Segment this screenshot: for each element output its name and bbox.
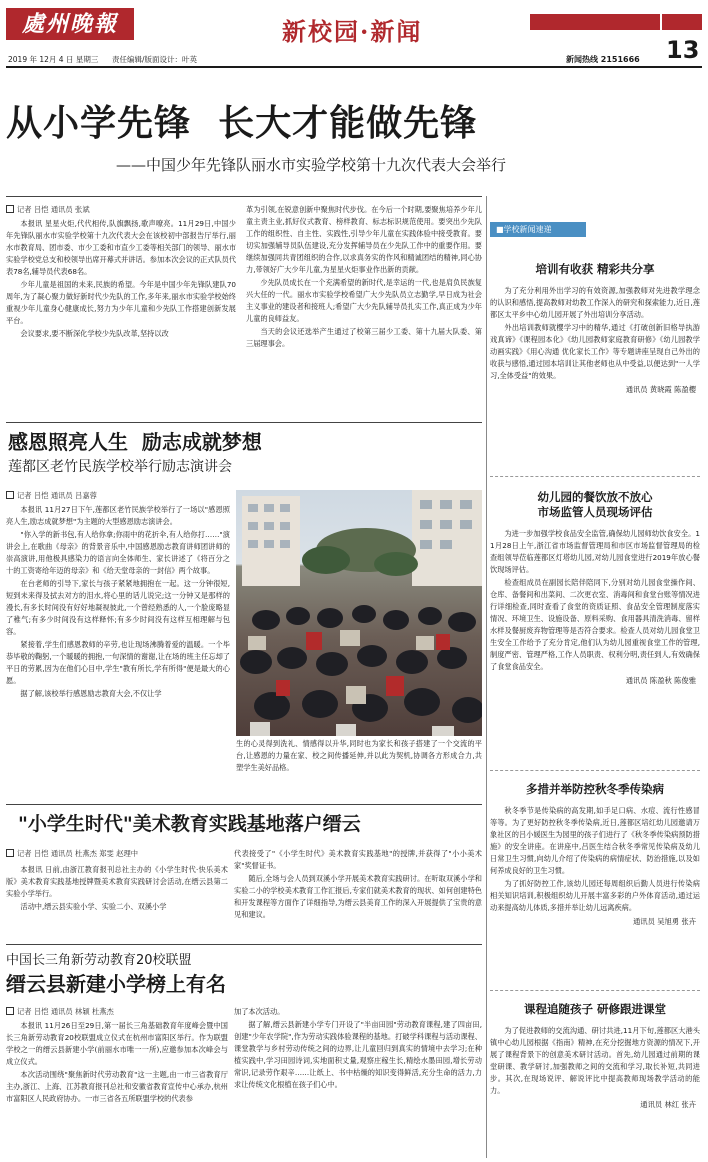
story3-col-1 (6, 864, 228, 914)
story3-headline: "小学生时代"美术教育实践基地落户缙云 (18, 813, 361, 835)
paragraph: 少先队员成长在一个充满希望的新时代,是幸运的一代,也是肩负民族复兴大任的一代。丽水市实验学校希望广大少先队员立志勤学,早日成为社会主义事业的建设者和接班人;希望广大少先队辅导员扎实工作,真正成为少年儿童的良师益友。 (246, 278, 482, 323)
sidebar-divider (486, 196, 487, 1158)
story-divider (6, 804, 482, 805)
story4-col-1 (6, 1020, 228, 1106)
story-divider (6, 944, 482, 945)
sidebar-item-title: 多措并举防控秋冬季传染病 (526, 782, 664, 796)
newspaper-logo: 處州晚報 (6, 8, 134, 40)
sidebar-separator (490, 476, 700, 477)
paragraph: 据了解,缙云县新建小学专门开设了"半亩田园"劳动教育课程,建了四亩田,创建"少年农学院",作为劳动实践体验课程的基地。打破学科课程与活动课程、课堂教学与乡村劳动传统之间的边界,让儿童回归到真实的情境中去学习;在种植实践中,学习田园诗词,实地面积丈量,观察庄稼生长,精绘水墨田园,增长劳动常识,记录劳作艰辛……让纸上、书中枯燥的知识变得鲜活,充分生命的活力,力求让传统文化根植在孩子们心中。 (234, 1020, 482, 1089)
paragraph: 据了解,该校举行感恩励志教育大会,不仅让学 (20, 689, 162, 698)
paragraph: 在台老师的引导下,家长与孩子紧紧地拥抱在一起。这一分钟很短,短到未来得及拭去对方的泪水,将心里的话儿说完;这一分钟又是那样的漫长,有多长时间没有好好地凝视彼此,一个曾经熟悉的人,一个脸庞略显了稚气;有多少时间没有这样释怀;有多少时间没有这样互相理解与包容。 (6, 579, 230, 636)
paragraph: 活动中,缙云县实验小学、实验二小、双溪小学 (20, 902, 167, 911)
caption-text: 生的心灵得到洗礼、情感得以升华,同时也为家长和孩子搭建了一个交流的平台,让感恩的力量在家、校之间传播延伸,并以此为契机,协调各方形成合力,共塑学生美好品格。 (236, 739, 482, 772)
paragraph: 随后,全场与会人员到双溪小学开展美术教育实践研讨。在听取双溪小学和实验二小的学校美术教育工作汇报后,专家们就美术教育的现状、如何创建特色和开发课程等方面作了详细指导,为缙云县美育工作的深入开展提供了宝贵的意见和建议。 (234, 874, 482, 919)
sidebar-item-title: 幼儿园的餐饮放不放心 市场监管人员现场评估 (537, 490, 653, 519)
story3-col-2 (234, 848, 482, 922)
masthead-divider (6, 66, 702, 68)
story2-byline: 记者 吕恺 通讯员 吕嘉蓉 (6, 490, 226, 502)
paragraph: 秋冬季节是传染病的高发期,如手足口病、水痘、流行性感冒等等。为了更好防控秋冬季传染病,近日,莲都区培红幼儿园邀请万象社区的吕小媛医生为园里的孩子们进行了《秋冬季传染病预防措施》的安全讲座。在讲座中,吕医生结合秋冬季常见传染病及幼儿日常卫生习惯,向幼儿介绍了传染病的病情症状、防治措施,以及如何养成良好的卫生习惯。 (490, 806, 700, 875)
sidebar-item-2 (490, 490, 700, 687)
story3-byline: 记者 吕恺 通讯员 杜燕杰 郑雯 赵理中 (6, 848, 234, 860)
paragraph: 革为引领,在锐意创新中聚焦时代步伐。在今后一个时期,要聚焦培养少年儿童主责主业,抓好仪式教育、榜样教育、标志标识规范使用。要突出少先队工作的组织性、自主性、实践性,引导少年儿童在实践体验中接受教育。要切实加强辅导员队伍建设,充分发挥辅导员在少先队工作中的重要作用。要继续加强同共青团组织的合作,以求真务实的作风和精诚团结的精神,同心协力,带领好广大少年儿童,为星星火炬事业作出新的贡献。 (246, 205, 482, 274)
sidebar-item-signature: 通讯员 林红 张卉 (640, 1100, 696, 1109)
paragraph: 本报讯 11月26日至29日,第一届长三角基础教育年度峰会暨中国长三角新劳动教育20校联盟成立仪式在杭州市富阳区举行。作为联盟学校之一的缙云县新建小学(前丽水市唯一一所),应邀参加本次峰会与成立仪式。 (6, 1021, 228, 1066)
story4-kicker: 中国长三角新劳动教育20校联盟 (6, 953, 192, 968)
sidebar-header: ■学校新闻速递 (490, 222, 586, 237)
paragraph: 代表接受了"《小学生时代》美术教育实践基地"的授牌,并获得了"小小美术家"奖督证书。 (234, 849, 482, 870)
sidebar-item-signature: 通讯员 黄晓霞 陈盈樱 (625, 385, 696, 394)
lead-col-2 (246, 204, 482, 351)
top-right-bar (662, 14, 702, 30)
assembly-photo (236, 490, 482, 736)
paragraph: 本报讯 星星火炬,代代相传,队旗飘扬,歌声嘹亮。11月29日,中国少年先锋队丽水市实验学校第十九次代表大会在该校初中部报告厅举行,丽水市教育局、团市委、市少工委和市直少工委等相关部门的领导、丽水市实验学校党总支和校领导出席开幕式并讲话。参加本次会议的正式队员代表78名,辅导员代表68名。 (6, 219, 237, 276)
paragraph: 为了抓好防控工作,该幼儿园还每周组织后勤人员进行传染病相关知识培训,积极组织幼儿开展丰富多彩的户外体育活动,通过运动来提高幼儿体质,多措并举让幼儿远离疾病。 (490, 879, 700, 912)
paragraph: 本次活动围绕"聚焦新时代劳动教育"这一主题,由一市三省教育厅主办,浙江、上海、江苏教育报刊总社和安徽省教育宣传中心承办,杭州市富阳区人民政府协办。一市三省各五所联盟学校的代表参 (6, 1070, 228, 1103)
story-divider (6, 422, 482, 423)
paragraph: 当天的会议还选举产生通过了校第三届少工委、第十九届大队委、第三届理事会。 (246, 327, 482, 348)
paragraph: 为进一步加强学校食品安全监管,确保幼儿园师幼饮食安全。11月28日上午,浙江省市场监督管理局和市区市场监督管理局的检查组领导莅临莲都区灯塔幼儿园,对幼儿园食堂进行2019年放心餐饮现场评估。 (490, 529, 700, 574)
sidebar-item-1 (490, 262, 700, 396)
paragraph: 本报讯 日前,由浙江教育报刊总社主办的《小学生时代·快乐美术版》美术教育实践基地授牌暨美术教育实践研讨会活动,在缙云县第二实验小学举行。 (6, 865, 228, 898)
paragraph: 为了促进教师的交流沟通、研讨共进,11月下旬,莲都区大港头镇中心幼儿园根据《指南》精神,在充分挖掘地方资源的情况下,开展了课程背景下的创意美术研讨活动。首先,幼儿园通过前期的课堂研课、教学研讨,加强教师之间的交流和学习,取长补短,共同进步。其次,在现场说评、解说评比中提高教师现场教学活动的能力。 (490, 1026, 700, 1095)
paragraph: 外出培训教师就樱学习中的精华,通过《打破创新旧格导执游戏真谛》《课程园本化》《幼儿园教师家庭教育研修》《幼儿园教学动画实践》《用心沟通 优化家长工作》等专题讲座呈现自己外出的收获与感悟,通过园本培训让其他老师也从中受益,以便达到"一人学习,全体受益"的效果。 (490, 323, 700, 380)
paragraph: 加了本次活动。 (234, 1007, 285, 1016)
date-line: 2019 年 12月 4 日 星期三 (8, 55, 99, 64)
lead-divider (6, 196, 482, 197)
lead-subheadline: ——中国少年先锋队丽水市实验学校第十九次代表大会举行 (116, 156, 507, 174)
hotline: 新闻热线 2151666 (566, 55, 640, 64)
sidebar-item-4 (490, 1002, 700, 1111)
sidebar-item-title: 课程追随孩子 研修跟进课堂 (523, 1002, 666, 1016)
sidebar-item-signature: 通讯员 吴旭勇 张卉 (632, 917, 696, 926)
paragraph: 少年儿童是祖国的未来,民族的希望。今年是中国少年先锋队建队70周年,为了凝心聚力做好新时代少先队的工作,多年来,丽水市实验学校始终重视少年儿童身心健康成长,努力为少年儿童和少先队工作搭建创新发展平台。 (6, 280, 236, 325)
paragraph: 为了充分利用外出学习的有效资源,加强教师对先进教学理念的认识和感悟,提高教师对幼教工作深入的研究和探索能力,近日,莲都区太平乡中心幼儿园开展了外出培训分享活动。 (490, 286, 700, 319)
paragraph: 检查组成员在副园长陪伴陪同下,分别对幼儿园食堂操作间、仓库、备餐间和出菜间、二次更衣室、消毒间和食堂台账等情况进行详细检查,同时查看了食堂的资质证照、食品安全管理制度落实情况、环境卫生、设施设备、原料采购、食用器具清洗消毒、留样水样及餐厨废弃物管理等是否符合要求。检查人员对幼儿园食堂卫生安全工作给予了充分肯定,他们认为幼儿园重视食堂工作的管理,制度严密、管理严格,工作人员职责、权利分明,责任到人,有效确保了食堂食品安全。 (490, 578, 700, 671)
paragraph: 会议要求,要不断深化学校少先队改革,坚持以改 (20, 329, 169, 338)
page-number: 13 (666, 36, 700, 64)
photo-illustration (236, 490, 482, 736)
top-red-bar (530, 14, 660, 30)
lead-col-1 (6, 218, 236, 341)
paragraph: "你入学的新书包,有人给你拿;你雨中的花折伞,有人给你打……"演讲会上,在歌曲《母亲》的背景音乐中,中国感恩励志教育讲师团讲师的崇高演讲,用他极具感染力的语言向全体师生、家长讲述了《将百分之十的工资寄给年迈的母亲》和《给天堂母亲的一封信》两个故事。 (6, 530, 230, 575)
lead-headline: 从小学先锋 长大才能做先锋 (6, 103, 478, 144)
paragraph: 本报讯 11月27日下午,莲都区老竹民族学校举行了一场以"感恩照亮人生,励志成就梦想"为主题的大型感恩励志演讲会。 (6, 505, 230, 526)
photo-caption (236, 738, 482, 775)
sidebar-separator (490, 990, 700, 991)
story4-col-2 (234, 1006, 482, 1092)
story2-subheadline: 莲都区老竹民族学校举行励志演讲会 (8, 459, 232, 475)
sidebar-separator (490, 770, 700, 771)
sidebar-item-title: 培训有收获 精彩共分享 (535, 262, 655, 276)
section-title: 新校园·新闻 (282, 17, 423, 46)
story2-col (6, 504, 230, 701)
editors-line: 责任编辑/版面设计：叶英 (112, 55, 198, 64)
sidebar-item-signature: 通讯员 陈盈秋 陈俊雅 (625, 676, 696, 685)
sidebar-item-3 (490, 782, 700, 928)
paragraph: 紧接着,学生们感恩教师的辛劳,也让现场沸腾着爱的温暖。一个毕恭毕敬的鞠躬,一个暖暖的拥抱,一句深情的谢谢,让在场的班主任忘却了平日的劳累,因为在他们心目中,学生"教有所长,学有所得"便是最大的心愿。 (6, 640, 230, 685)
story2-headline: 感恩照亮人生 励志成就梦想 (8, 430, 262, 454)
story4-byline: 记者 吕恺 通讯员 林颖 杜燕杰 (6, 1006, 226, 1018)
story4-headline: 缙云县新建小学榜上有名 (6, 972, 226, 996)
lead-byline: 记者 吕恺 通讯员 张斌 (6, 204, 226, 216)
masthead (0, 0, 708, 64)
